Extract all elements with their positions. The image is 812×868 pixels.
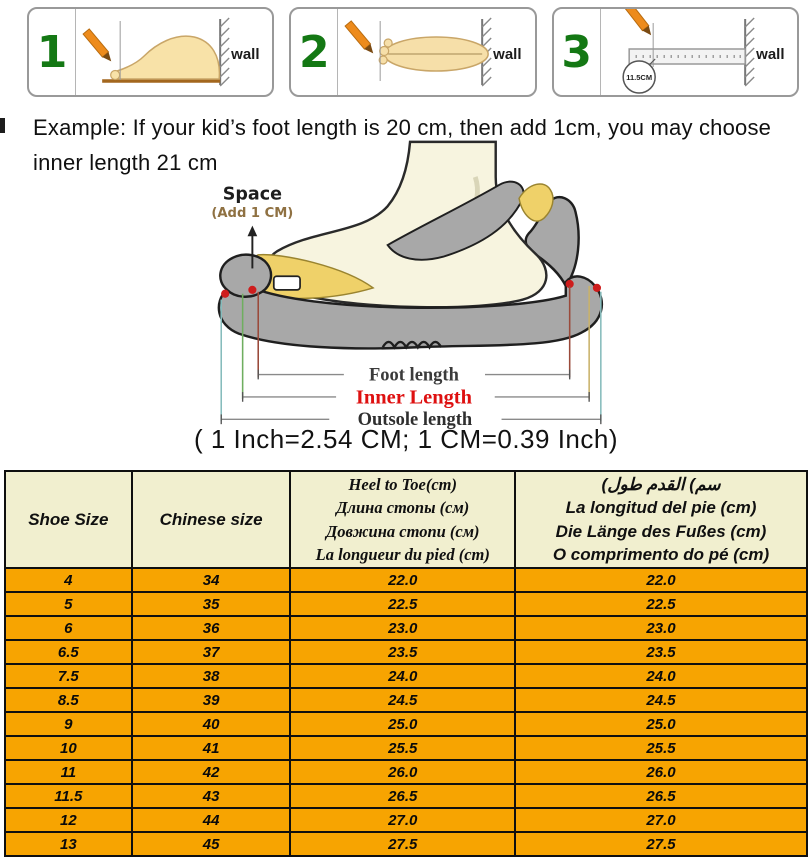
step-panel-3	[552, 7, 799, 97]
size-cell: 27.0	[515, 808, 807, 832]
size-cell: 23.0	[290, 616, 515, 640]
size-row	[5, 736, 807, 760]
size-cell: 26.0	[290, 760, 515, 784]
header-line: La longitud del pie (cm)	[565, 498, 757, 518]
wall-label: wall	[755, 46, 785, 63]
size-row	[5, 616, 807, 640]
size-cell: 26.0	[515, 760, 807, 784]
shoe-measurement-diagram	[186, 138, 638, 430]
size-table-header	[5, 471, 807, 568]
size-cell: 6.5	[5, 640, 132, 664]
size-cell: 25.0	[290, 712, 515, 736]
size-cell: 10	[5, 736, 132, 760]
size-row	[5, 832, 807, 856]
size-cell: 41	[132, 736, 291, 760]
step2-mark-toe-illustration	[338, 9, 534, 95]
step1-heel-to-wall-illustration	[76, 9, 272, 95]
wall-hatching	[745, 18, 754, 86]
pencil-icon	[345, 21, 376, 56]
wall-label: wall	[231, 46, 260, 63]
step3-measure-ruler-illustration	[601, 9, 797, 95]
size-table	[4, 470, 808, 857]
step-number-1: 1	[29, 9, 76, 95]
size-cell: 25.5	[290, 736, 515, 760]
size-cell: 24.0	[290, 664, 515, 688]
space-arrowhead	[248, 226, 258, 237]
size-cell: 25.0	[515, 712, 807, 736]
size-cell: 8.5	[5, 688, 132, 712]
ruler	[629, 49, 745, 64]
size-cell: 22.5	[290, 592, 515, 616]
size-cell: 6	[5, 616, 132, 640]
size-row	[5, 592, 807, 616]
table-header-shoe-size: Shoe Size	[5, 471, 132, 568]
size-cell: 26.5	[515, 784, 807, 808]
size-cell: 25.5	[515, 736, 807, 760]
ruler-reading-value: 11.5CM	[625, 73, 652, 82]
size-cell: 22.0	[290, 568, 515, 592]
size-cell: 36	[132, 616, 291, 640]
header-line-arabic: (طول القدم (سم	[601, 474, 721, 494]
size-cell: 7.5	[5, 664, 132, 688]
size-cell: 44	[132, 808, 291, 832]
wall-label: wall	[493, 46, 522, 63]
table-header-foot-length-intl	[515, 471, 807, 568]
space-note: (Add 1 CM)	[211, 205, 294, 221]
step-number-2: 2	[291, 9, 338, 95]
size-cell: 34	[132, 568, 291, 592]
size-cell: 45	[132, 832, 291, 856]
toe-gap-notch	[274, 276, 300, 290]
step-number-3: 3	[554, 9, 601, 95]
conversion-note: ( 1 Inch=2.54 CM; 1 CM=0.39 Inch)	[193, 424, 619, 454]
size-row	[5, 712, 807, 736]
size-cell: 27.5	[515, 832, 807, 856]
header-line: Длина стопы (см)	[336, 498, 470, 518]
size-table-body	[5, 568, 807, 856]
measuring-steps-row	[27, 7, 799, 97]
size-cell: 24.5	[515, 688, 807, 712]
header-line: Heel to Toe(cm)	[348, 475, 457, 495]
size-cell: 24.5	[290, 688, 515, 712]
size-row	[5, 568, 807, 592]
size-row	[5, 688, 807, 712]
size-cell: 27.5	[290, 832, 515, 856]
size-cell: 12	[5, 808, 132, 832]
size-cell: 27.0	[290, 808, 515, 832]
size-cell: 37	[132, 640, 291, 664]
size-cell: 4	[5, 568, 132, 592]
size-cell: 11	[5, 760, 132, 784]
size-cell: 39	[132, 688, 291, 712]
size-cell: 26.5	[290, 784, 515, 808]
shoe-toe-cap	[220, 255, 271, 297]
size-cell: 24.0	[515, 664, 807, 688]
outsole-length-label: Outsole length	[357, 409, 473, 430]
size-cell: 23.5	[515, 640, 807, 664]
pencil-icon	[83, 29, 114, 64]
header-line: O comprimento do pé (cm)	[552, 544, 770, 564]
scan-edge-artifact	[0, 118, 5, 133]
size-row	[5, 760, 807, 784]
big-toe	[111, 71, 120, 80]
example-line-2: inner length 21 cm	[33, 150, 218, 176]
size-cell: 23.5	[290, 640, 515, 664]
wall-hatching	[220, 18, 229, 86]
size-cell: 23.0	[515, 616, 807, 640]
example-line-1: Example: If your kid’s foot length is 20 cm, then add 1cm, you may choose	[33, 115, 772, 140]
size-row	[5, 664, 807, 688]
inner-length-label: Inner Length	[355, 386, 472, 409]
size-cell: 40	[132, 712, 291, 736]
shoe-diagram-svg	[186, 138, 638, 430]
header-line: Довжина стопи (см)	[325, 521, 480, 541]
header-line: Die Länge des Fußes (cm)	[555, 521, 767, 541]
size-row	[5, 808, 807, 832]
size-row	[5, 640, 807, 664]
pencil-icon	[625, 9, 654, 38]
space-label: Space	[222, 184, 282, 205]
step-panel-1	[27, 7, 274, 97]
size-row	[5, 784, 807, 808]
size-cell: 9	[5, 712, 132, 736]
table-header-heel-to-toe	[290, 471, 515, 568]
size-cell: 43	[132, 784, 291, 808]
foot-side-view	[111, 36, 219, 79]
foot-length-label: Foot length	[369, 364, 459, 385]
size-cell: 38	[132, 664, 291, 688]
step-panel-2	[289, 7, 536, 97]
size-cell: 11.5	[5, 784, 132, 808]
table-header-chinese-size: Chinese size	[132, 471, 291, 568]
size-cell: 13	[5, 832, 132, 856]
size-cell: 35	[132, 592, 291, 616]
size-cell: 22.5	[515, 592, 807, 616]
size-cell: 5	[5, 592, 132, 616]
header-line: La longueur du pied (cm)	[315, 544, 490, 564]
size-cell: 22.0	[515, 568, 807, 592]
size-cell: 42	[132, 760, 291, 784]
